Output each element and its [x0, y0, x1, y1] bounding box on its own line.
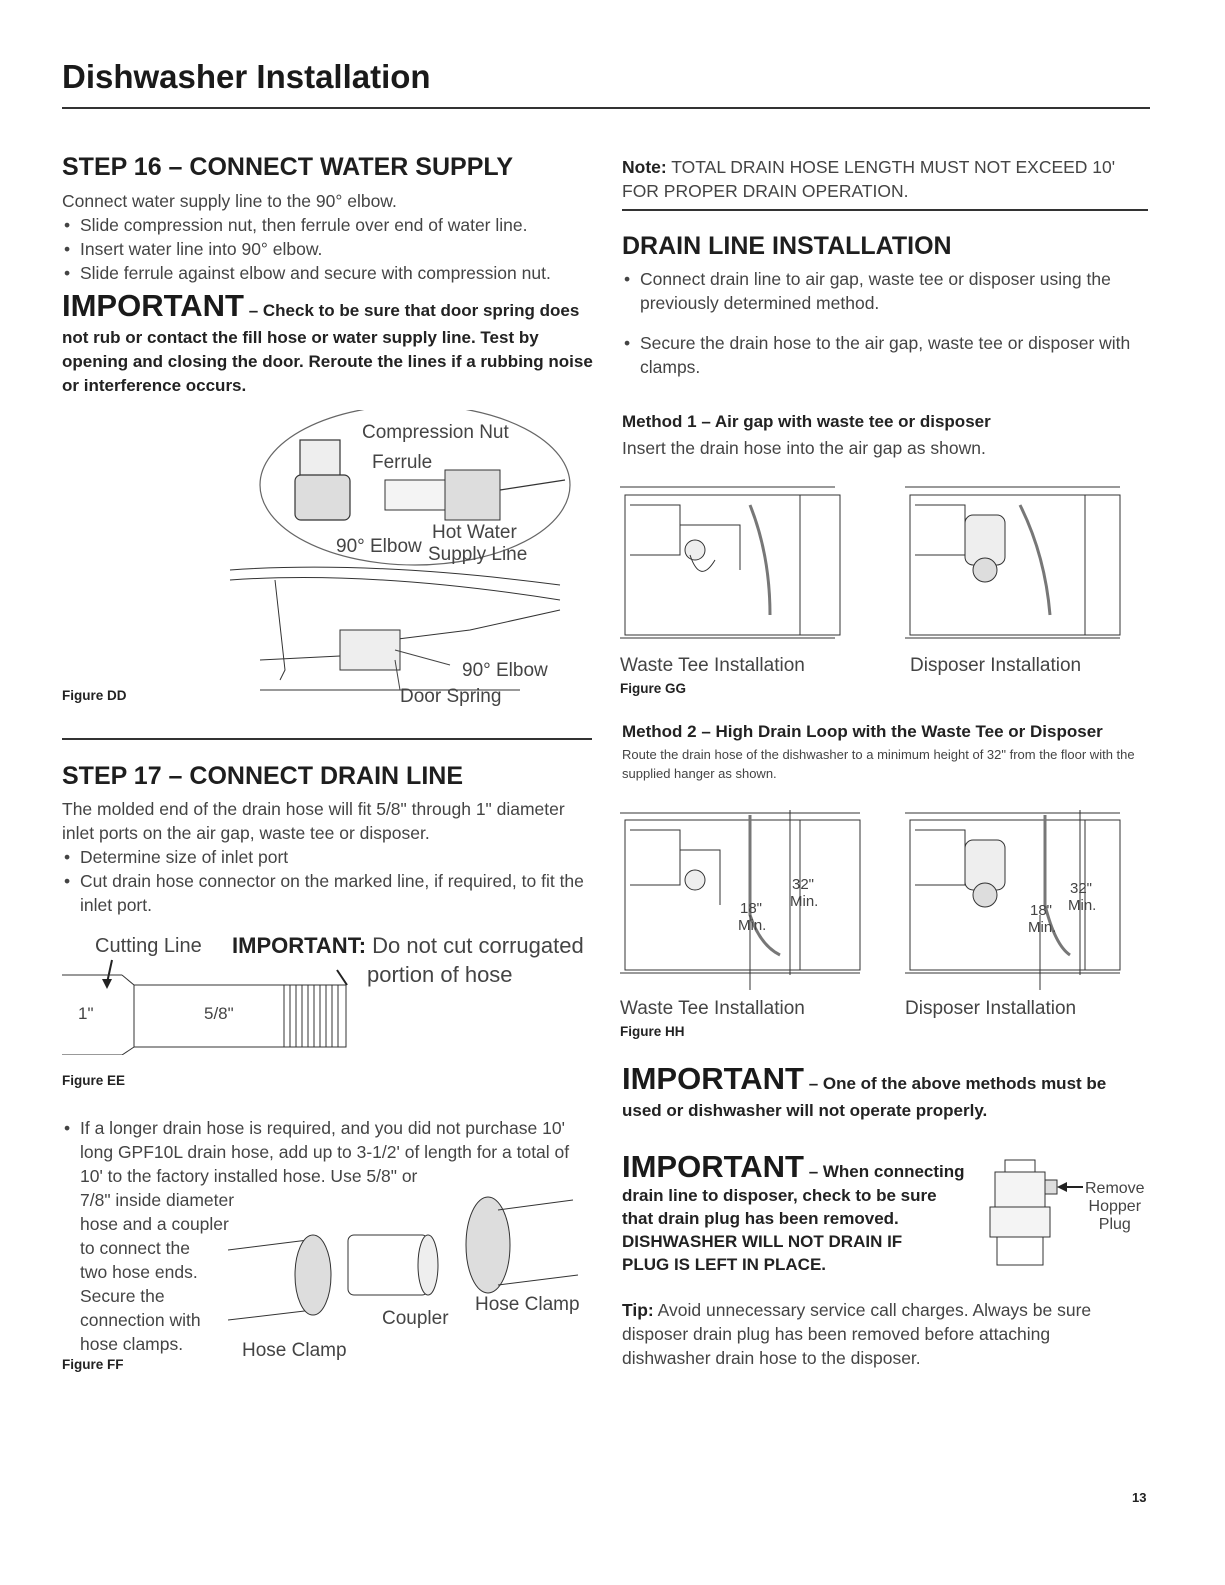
- method1-text: Insert the drain hose into the air gap as shown.: [622, 438, 986, 458]
- step17-intro: The molded end of the drain hose will fit 5/8" through 1" diameter inlet ports on the air gap, waste tee or disposer.: [62, 799, 565, 843]
- label-supply-line: Supply Line: [428, 544, 528, 565]
- figure-ee-caption: Figure EE: [62, 1073, 126, 1088]
- step17-body: [62, 797, 592, 917]
- important2-line: drain line to disposer, check to be sure: [622, 1186, 937, 1205]
- important-label: IMPORTANT: [62, 288, 244, 323]
- disposer-illustration: [905, 475, 1125, 645]
- remove-label: Remove: [1085, 1180, 1145, 1197]
- cut-important-text2: portion of hose: [367, 962, 513, 987]
- longer-hose-line: 7/8" inside diameter: [80, 1190, 235, 1210]
- longer-hose-line: hose clamps.: [80, 1334, 184, 1354]
- figure-gg-caption: Figure GG: [620, 681, 687, 696]
- waste-32-min: Min.: [790, 893, 819, 910]
- note: [622, 155, 1142, 203]
- page-title: Dishwasher Installation: [62, 58, 431, 95]
- longer-hose-line: two hose ends.: [80, 1262, 198, 1282]
- important-label: IMPORTANT: [622, 1061, 804, 1096]
- label-hot-water: Hot Water: [432, 522, 517, 543]
- important-methods: [622, 1061, 1107, 1124]
- waste-32: 32": [792, 876, 815, 893]
- hopper-label: Hopper: [1088, 1198, 1142, 1215]
- step16-bullet: • Insert water line into 90° elbow.: [62, 237, 592, 261]
- waste-tee-loop-illustration: [620, 795, 865, 995]
- note-text: TOTAL DRAIN HOSE LENGTH MUST NOT EXCEED 10' FOR PROPER DRAIN OPERATION.: [622, 157, 1116, 201]
- cut-important-text1: Do not cut corrugated: [366, 933, 584, 958]
- step17-bullet: • Cut drain hose connector on the marked line, if required, to fit the inlet port.: [62, 869, 592, 917]
- tip-text: Avoid unnecessary service call charges. Always be sure disposer drain plug has been removed before attaching dishwasher drain hose to the disposer.: [622, 1300, 1092, 1368]
- disposer-32-min: Min.: [1068, 897, 1097, 914]
- drain-bullet: • Connect drain line to air gap, waste tee or disposer using the previously determined method.: [622, 267, 1147, 315]
- coupler-label: Coupler: [382, 1308, 449, 1329]
- longer-hose-line: connection with: [80, 1310, 201, 1330]
- important-disposer: [622, 1149, 965, 1276]
- step17-bullet: • Determine size of inlet port: [62, 845, 592, 869]
- method2-text: Route the drain hose of the dishwasher to a minimum height of 32" from the floor with the supplied hanger as shown.: [622, 747, 1135, 781]
- longer-hose-line: hose and a coupler: [80, 1214, 229, 1234]
- method2-heading: Method 2 – High Drain Loop with the Waste Tee or Disposer: [622, 722, 1103, 741]
- section-divider: [62, 738, 592, 740]
- disposer-18: 18": [1030, 902, 1053, 919]
- waste-tee-label-hh: Waste Tee Installation: [620, 998, 805, 1019]
- step17-heading: STEP 17 – CONNECT DRAIN LINE: [62, 762, 464, 790]
- figure-dd-caption: Figure DD: [62, 688, 127, 703]
- waste-18-min: Min.: [738, 917, 767, 934]
- label-elbow-bottom: 90° Elbow: [462, 660, 548, 681]
- disposer-label-hh: Disposer Installation: [905, 998, 1077, 1019]
- waste-tee-illustration: [620, 475, 865, 645]
- note-label: Note:: [622, 157, 667, 177]
- step16-bullet: • Slide compression nut, then ferrule over end of water line.: [62, 213, 592, 237]
- important2-line: that drain plug has been removed.: [622, 1209, 899, 1228]
- step16-intro: Connect water supply line to the 90° elbow.: [62, 191, 397, 211]
- drain-heading: DRAIN LINE INSTALLATION: [622, 232, 952, 260]
- section-divider: [622, 209, 1148, 211]
- disposer-18-min: Min.: [1028, 919, 1057, 936]
- hose-clamp-right: Hose Clamp: [475, 1294, 580, 1315]
- important1-line1: – One of the above methods must be: [803, 1074, 1107, 1093]
- cutting-line-label: Cutting Line: [95, 935, 202, 957]
- drain-bullet: • Secure the drain hose to the air gap, waste tee or disposer with clamps.: [622, 331, 1147, 379]
- important2-line: DISHWASHER WILL NOT DRAIN IF: [622, 1232, 903, 1251]
- plug-label: Plug: [1098, 1216, 1131, 1233]
- method1-heading: Method 1 – Air gap with waste tee or disposer: [622, 412, 991, 431]
- important2-line: PLUG IS LEFT IN PLACE.: [622, 1255, 827, 1274]
- tip: [622, 1298, 1127, 1370]
- step16-important: [62, 288, 597, 398]
- longer-hose-line: Secure the: [80, 1286, 165, 1306]
- size-1-inch: 1": [78, 1004, 94, 1023]
- important-line1: – Check to be sure that door spring does: [243, 301, 580, 320]
- disposer-label-gg: Disposer Installation: [910, 655, 1082, 676]
- waste-18: 18": [740, 900, 763, 917]
- step16-bullet: • Slide ferrule against elbow and secure with compression nut.: [62, 261, 592, 285]
- page-number: 13: [1132, 1490, 1147, 1505]
- step16-body: [62, 189, 592, 285]
- size-5-8-inch: 5/8": [204, 1004, 234, 1023]
- figure-ff-caption: Figure FF: [62, 1357, 124, 1372]
- hose-clamp-left: Hose Clamp: [242, 1340, 347, 1361]
- important2-line1: – When connecting: [803, 1162, 965, 1181]
- waste-tee-label-gg: Waste Tee Installation: [620, 655, 805, 676]
- longer-hose-line: to connect the: [80, 1238, 190, 1258]
- tip-label: Tip:: [622, 1300, 654, 1320]
- important-label: IMPORTANT: [622, 1149, 804, 1184]
- drain-bullets: [622, 267, 1147, 379]
- title-divider: [62, 107, 1150, 109]
- label-elbow-top: 90° Elbow: [336, 536, 422, 557]
- label-ferrule: Ferrule: [372, 452, 433, 473]
- label-door-spring: Door Spring: [400, 686, 502, 707]
- disposer-32: 32": [1070, 880, 1093, 897]
- important1-line2: used or dishwasher will not operate properly.: [622, 1101, 988, 1120]
- cut-important-label: IMPORTANT:: [232, 933, 367, 958]
- step16-heading: STEP 16 – CONNECT WATER SUPPLY: [62, 153, 514, 181]
- important-text: not rub or contact the fill hose or water supply line. Test by opening and closing the door. Reroute the lines if a rubbing noise or interference occurs.: [62, 328, 593, 395]
- remove-hopper-plug: [1085, 1180, 1145, 1234]
- figure-hh-caption: Figure HH: [620, 1024, 685, 1039]
- longer-hose-top: • If a longer drain hose is required, and you did not purchase 10' long GPF10L drain hose, add up to 3-1/2' of length for a total of 10' to the factory installed hose. Use 5/8" or: [62, 1116, 582, 1188]
- hopper-plug-illustration: [985, 1155, 1085, 1270]
- label-compression-nut: Compression Nut: [362, 422, 509, 443]
